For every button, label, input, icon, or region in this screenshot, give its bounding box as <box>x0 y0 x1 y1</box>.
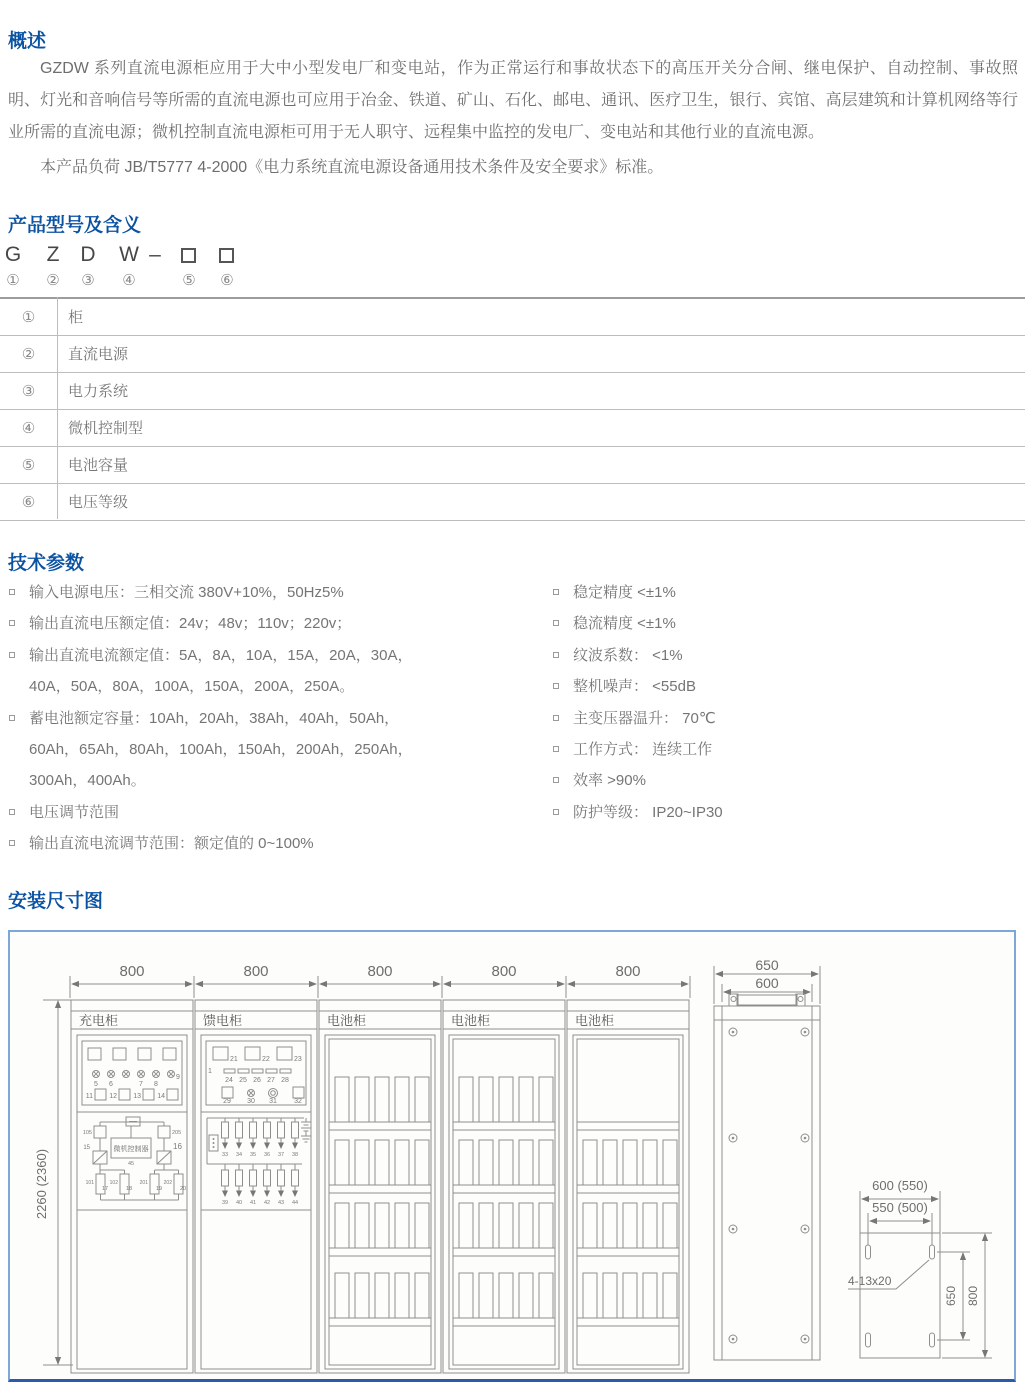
dim-label-plan-inner-height: 650 <box>944 1285 958 1307</box>
spec-item <box>8 640 546 703</box>
row-number: ③ <box>21 383 36 400</box>
dim-label-depth-outer: 650 <box>755 957 779 973</box>
component-number: 44 <box>291 1200 299 1206</box>
row-number: ⑥ <box>21 494 36 511</box>
table-row <box>0 373 1025 410</box>
circle-number-3: ③ <box>81 272 95 289</box>
installation-diagram-frame <box>8 930 1016 1382</box>
component-number: 12 <box>109 1093 117 1100</box>
model-meaning-table <box>0 297 1025 521</box>
spec-item <box>8 703 546 797</box>
component-number: 41 <box>249 1200 257 1206</box>
model-box-capacity <box>181 248 196 263</box>
component-number: 30 <box>247 1098 255 1105</box>
model-code-row <box>0 243 320 298</box>
component-number: 34 <box>235 1152 243 1158</box>
model-letter-d: D <box>80 243 96 266</box>
spec-line: 蓄电池额定容量：10Ah，20Ah，38Ah，40Ah，50Ah， <box>29 709 400 727</box>
controller-label: 微机控制器 <box>113 1146 149 1153</box>
component-number: 8 <box>154 1081 158 1088</box>
spec-line: 稳定精度 <±1% <box>573 584 676 601</box>
dim-label-width: 800 <box>615 963 641 980</box>
component-number: 23 <box>294 1056 302 1063</box>
bullet-square-icon <box>553 777 559 783</box>
bullet-square-icon <box>553 652 559 658</box>
row-number: ② <box>21 346 36 363</box>
model-letter-w: W <box>119 243 139 266</box>
component-number: 24 <box>225 1077 233 1084</box>
dim-label-width: 800 <box>119 963 145 980</box>
component-number: 26 <box>253 1077 261 1084</box>
row-number: ⑤ <box>21 457 36 474</box>
bullet-square-icon <box>553 683 559 689</box>
dim-label-height: 2260 (2360) <box>34 1148 49 1220</box>
bullet-square-icon <box>553 809 559 815</box>
component-number: 7 <box>139 1081 143 1088</box>
component-number: 45 <box>127 1161 135 1167</box>
component-number: 16 <box>173 1142 182 1151</box>
spec-line: 输出直流电压额定值：24v；48v；110v；220v； <box>29 615 352 633</box>
dim-label-width: 800 <box>491 963 517 980</box>
plan-view <box>848 1178 992 1358</box>
spec-item <box>8 828 546 859</box>
row-label: 柜 <box>68 309 84 326</box>
component-number: 202 <box>163 1180 172 1186</box>
cabinet-battery-2 <box>443 1000 565 1373</box>
spec-line: 主变压器温升： 70℃ <box>573 709 716 727</box>
spec-line: 输出直流电流调节范围：额定值的 0~100% <box>29 835 314 853</box>
spec-item <box>552 640 1022 671</box>
component-number: 6 <box>109 1081 113 1088</box>
side-view <box>714 957 820 1360</box>
overview-paragraph-1: GZDW 系列直流电源柜应用于大中小型发电厂和变电站，作为正常运行和事故状态下的高压开关分合闸、继电保护、自动控制、事故照明、灯光和音响信号等所需的直流电源也可应用于冶金、铁道、矿山、石化、邮电、通讯、医疗卫生，银行、宾馆、高层建筑和计算机网络等行业所需的直流电源；微机控制直流电源柜可用于无人职守、远程集中监控的发电厂、变电站和其他行业的直流电源。 <box>8 60 1018 141</box>
bullet-square-icon <box>553 589 559 595</box>
spec-line: 40A，50A，80A，100A，150A，200A，250A。 <box>29 678 355 696</box>
bullet-square-icon <box>9 809 15 815</box>
spec-line: 60Ah，65Ah，80Ah，100Ah，150Ah，200Ah，250Ah， <box>29 741 413 759</box>
cabinet-feeder <box>195 1000 317 1373</box>
cabinet-label: 充电柜 <box>79 1013 119 1028</box>
component-number: 43 <box>277 1200 285 1206</box>
tech-params-left-column <box>8 577 546 860</box>
component-number: 201 <box>139 1180 148 1186</box>
spec-line: 工作方式： 连续工作 <box>573 741 713 759</box>
bullet-square-icon <box>9 715 15 721</box>
row-label: 电压等级 <box>68 494 129 511</box>
cabinet-label: 电池柜 <box>575 1013 615 1028</box>
component-number: 22 <box>262 1056 270 1063</box>
component-number: 36 <box>263 1152 271 1158</box>
component-number: 15 <box>83 1145 90 1151</box>
component-number: 21 <box>230 1056 238 1063</box>
circle-number-6: ⑥ <box>220 272 234 289</box>
install-heading: 安装尺寸图 <box>8 891 104 912</box>
spec-line: 整机噪声： <55dB <box>573 678 696 696</box>
component-number: 18 <box>126 1186 133 1192</box>
component-number: 37 <box>277 1152 285 1158</box>
component-number: 38 <box>291 1152 299 1158</box>
table-row <box>0 299 1025 336</box>
table-column-divider <box>57 297 58 519</box>
overview-heading: 概述 <box>8 31 47 52</box>
spec-line: 防护等级： IP20~IP30 <box>573 803 723 821</box>
component-number: 13 <box>133 1093 141 1100</box>
component-number: 27 <box>267 1077 275 1084</box>
dim-label-plan-outer-width: 600 (550) <box>872 1178 928 1193</box>
component-number: 31 <box>269 1098 277 1105</box>
cabinet-battery-1 <box>319 1000 441 1373</box>
component-number: 40 <box>235 1200 243 1206</box>
component-number: 33 <box>221 1152 229 1158</box>
spec-item <box>552 765 1022 796</box>
table-row <box>0 410 1025 447</box>
spec-item <box>8 608 546 639</box>
model-heading: 产品型号及含义 <box>8 215 142 236</box>
slot-spec-label: 4-13x20 <box>848 1274 892 1288</box>
component-number: 17 <box>102 1186 109 1192</box>
component-number: 29 <box>223 1098 231 1105</box>
dim-label-depth-inner: 600 <box>755 975 779 991</box>
row-number: ① <box>21 309 36 326</box>
front-width-dimensions <box>70 963 690 998</box>
spec-item <box>8 577 546 608</box>
component-number: 1 <box>208 1068 212 1075</box>
component-number: 39 <box>221 1200 229 1206</box>
component-number: 11 <box>85 1093 93 1100</box>
overview-paragraph-2: 本产品负荷 JB/T5777 4-2000《电力系统直流电源设备通用技术条件及安全要求》标准。 <box>40 159 664 176</box>
spec-item <box>8 797 546 828</box>
model-box-voltage <box>219 248 234 263</box>
component-number: 19 <box>156 1186 163 1192</box>
component-number: 105 <box>82 1130 92 1136</box>
row-label: 微机控制型 <box>68 420 144 437</box>
component-number: 20 <box>180 1186 187 1192</box>
row-label: 直流电源 <box>68 346 129 363</box>
component-number: 102 <box>109 1180 118 1186</box>
bullet-square-icon <box>9 589 15 595</box>
dim-label-plan-outer-height: 800 <box>966 1285 980 1307</box>
spec-item <box>552 703 1022 734</box>
row-label: 电力系统 <box>68 383 129 400</box>
spec-line: 纹波系数： <1% <box>573 646 683 664</box>
tech-params-right-column <box>552 577 1022 828</box>
circle-number-5: ⑤ <box>182 272 196 289</box>
table-row <box>0 447 1025 484</box>
bullet-square-icon <box>553 715 559 721</box>
row-label: 电池容量 <box>68 457 129 474</box>
dim-label-width: 800 <box>243 963 269 980</box>
component-number: 9 <box>176 1074 180 1081</box>
cabinet-battery-3 <box>567 1000 689 1373</box>
spec-item <box>552 734 1022 765</box>
tech-params-heading: 技术参数 <box>8 553 85 574</box>
model-separator: – <box>149 243 161 266</box>
component-number: 14 <box>157 1093 165 1100</box>
bullet-square-icon <box>9 840 15 846</box>
cabinet-label: 电池柜 <box>327 1013 367 1028</box>
spec-line: 300Ah，400Ah。 <box>29 772 146 790</box>
component-number: 205 <box>172 1130 182 1136</box>
spec-line: 输出直流电流额定值：5A，8A，10A，15A，20A，30A， <box>29 646 413 664</box>
circle-number-4: ④ <box>122 272 136 289</box>
circle-number-1: ① <box>6 272 20 289</box>
spec-line: 效率 >90% <box>573 772 646 790</box>
table-row <box>0 336 1025 373</box>
dim-label-plan-inner-width: 550 (500) <box>872 1200 928 1215</box>
component-number: 35 <box>249 1152 257 1158</box>
installation-drawing <box>10 932 1014 1379</box>
component-number: 42 <box>263 1200 271 1206</box>
bullet-square-icon <box>553 746 559 752</box>
spec-item <box>552 797 1022 828</box>
component-number: 32 <box>294 1098 302 1105</box>
table-row <box>0 484 1025 521</box>
component-number: 5 <box>94 1081 98 1088</box>
cabinet-charge <box>71 1000 193 1373</box>
bullet-square-icon <box>9 652 15 658</box>
spec-item <box>552 608 1022 639</box>
row-number: ④ <box>21 420 36 437</box>
bullet-square-icon <box>553 620 559 626</box>
spec-line: 电压调节范围 <box>29 803 120 821</box>
front-height-dimension <box>34 1000 73 1365</box>
bullet-square-icon <box>9 620 15 626</box>
cabinet-label: 馈电柜 <box>203 1013 243 1028</box>
spec-line: 输入电源电压：三相交流 380V+10%，50Hz5% <box>29 584 344 601</box>
component-number: 28 <box>281 1077 289 1084</box>
cabinet-label: 电池柜 <box>451 1013 491 1028</box>
component-number: 101 <box>85 1180 94 1186</box>
spec-line: 稳流精度 <±1% <box>573 615 676 633</box>
dim-label-width: 800 <box>367 963 393 980</box>
model-letter-z: Z <box>46 243 60 266</box>
spec-item <box>552 671 1022 702</box>
model-letter-g: G <box>4 243 22 266</box>
spec-item <box>552 577 1022 608</box>
component-number: 25 <box>239 1077 247 1084</box>
circle-number-2: ② <box>46 272 60 289</box>
